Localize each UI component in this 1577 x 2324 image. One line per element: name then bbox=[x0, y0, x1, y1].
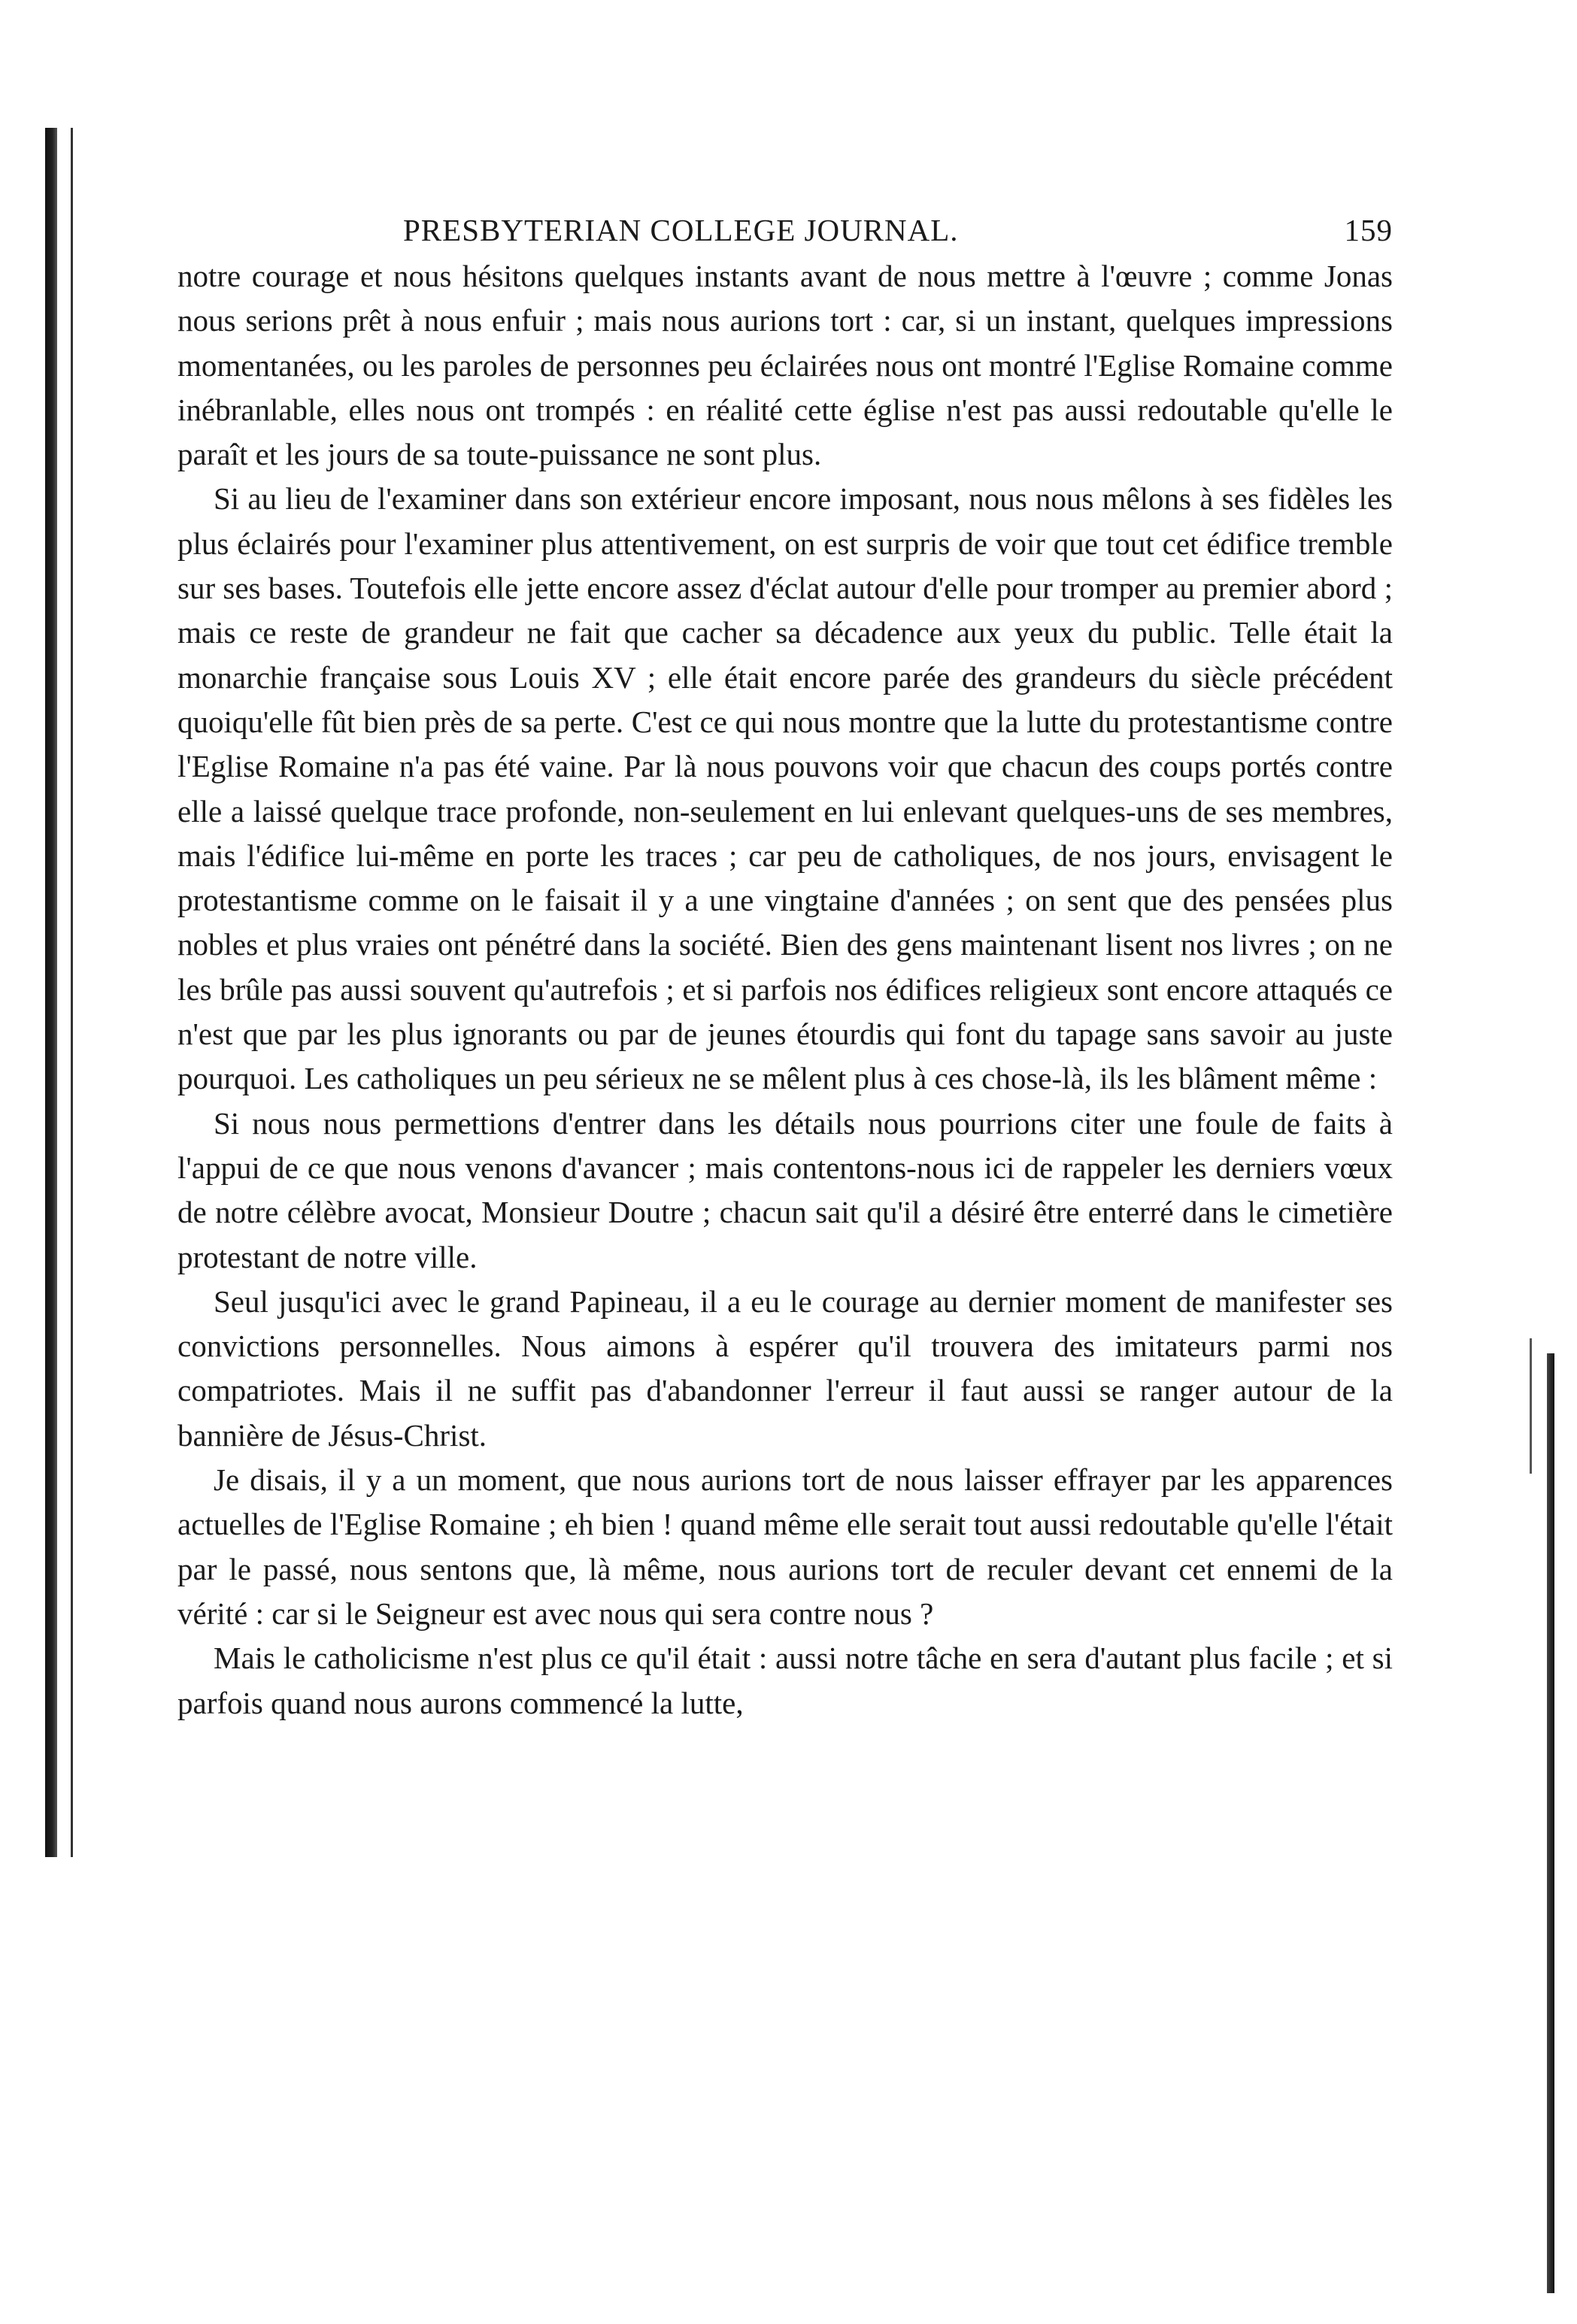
page-number: 159 bbox=[1344, 213, 1393, 247]
paragraph: Mais le catholicisme n'est plus ce qu'il était : aussi notre tâche en sera d'autant plus facile ; et si parfois quand nous aurons commencé la lutte, bbox=[177, 1641, 1393, 1720]
running-header bbox=[177, 209, 1393, 254]
journal-title: PRESBYTERIAN COLLEGE JOURNAL. bbox=[403, 213, 959, 247]
scan-border-right-line bbox=[1530, 1338, 1532, 1474]
body-text bbox=[177, 254, 1393, 1726]
paragraph: Je disais, il y a un moment, que nous aurions tort de nous laisser effrayer par les apparences actuelles de l'Eglise Romaine ; eh bien ! quand même elle serait tout aussi redoutable qu'elle l'était par le passé, nous sentons que, là même, nous aurions tort de reculer devant cet ennemi de la vérité : car si le Seigneur est avec nous qui sera contre nous ? bbox=[177, 1462, 1393, 1631]
scan-border-right bbox=[1547, 1353, 1554, 2293]
page bbox=[177, 209, 1393, 1726]
paragraph: notre courage et nous hésitons quelques instants avant de nous mettre à l'œuvre ; comme Jonas nous serions prêt à nous enfuir ; mais nous aurions tort : car, si un instant, quelques impressions momentanées, ou les paroles de personnes peu éclairées nous ont montré l'Eglise Romaine comme inébranlable, elles nous ont trompés : en réalité cette église n'est pas aussi redoutable qu'elle le paraît et les jours de sa toute-puissance ne sont plus. bbox=[177, 259, 1393, 472]
paragraph: Si nous nous permettions d'entrer dans les détails nous pourrions citer une foule de faits à l'appui de ce que nous venons d'avancer ; mais contentons-nous ici de rappeler les derniers vœux de notre célèbre avocat, Monsieur Doutre ; chacun sait qu'il a désiré être enterré dans le cimetière protestant de notre ville. bbox=[177, 1105, 1393, 1274]
paragraph: Seul jusqu'ici avec le grand Papineau, il a eu le courage au dernier moment de manifester ses convictions personnelles. Nous aimons à espérer qu'il trouvera des imitateurs parmi nos compatriotes. Mais il ne suffit pas d'abandonner l'erreur il faut aussi se ranger autour de la bannière de Jésus-Christ. bbox=[177, 1283, 1393, 1453]
scan-border-left bbox=[45, 128, 57, 1857]
scan-border-left-line bbox=[71, 128, 73, 1857]
paragraph: Si au lieu de l'examiner dans son extérieur encore imposant, nous nous mêlons à ses fidèles les plus éclairés pour l'examiner plus attentivement, on est surpris de voir que tout cet édifice tremble sur ses bases. Toutefois elle jette encore assez d'éclat autour d'elle pour tromper au premier abord ; mais ce reste de grandeur ne fait que cacher sa décadence aux yeux du public. Telle était la monarchie française sous Louis XV ; elle était encore parée des grandeurs du siècle précédent quoiqu'elle fût bien près de sa perte. C'est ce qui nous montre que la lutte du protestantisme contre l'Eglise Romaine n'a pas été vaine. Par là nous pouvons voir que chacun des coups portés contre elle a laissé quelque trace profonde, non-seulement en lui enlevant quelques-uns de ses membres, mais l'édifice lui-même en porte les traces ; car peu de catholiques, de nos jours, envisagent le protestantisme comme on le faisait il y a une vingtaine d'années ; on sent que des pensées plus nobles et plus vraies ont pénétré dans la société. Bien des gens maintenant lisent nos livres ; on ne les brûle pas aussi souvent qu'autrefois ; et si parfois nos édifices religieux sont encore attaqués ce n'est que par les plus ignorants ou par de jeunes étourdis qui font du tapage sans savoir au juste pourquoi. Les catholiques un peu sérieux ne se mêlent plus à ces chose-là, ils les blâment même : bbox=[177, 481, 1393, 1096]
